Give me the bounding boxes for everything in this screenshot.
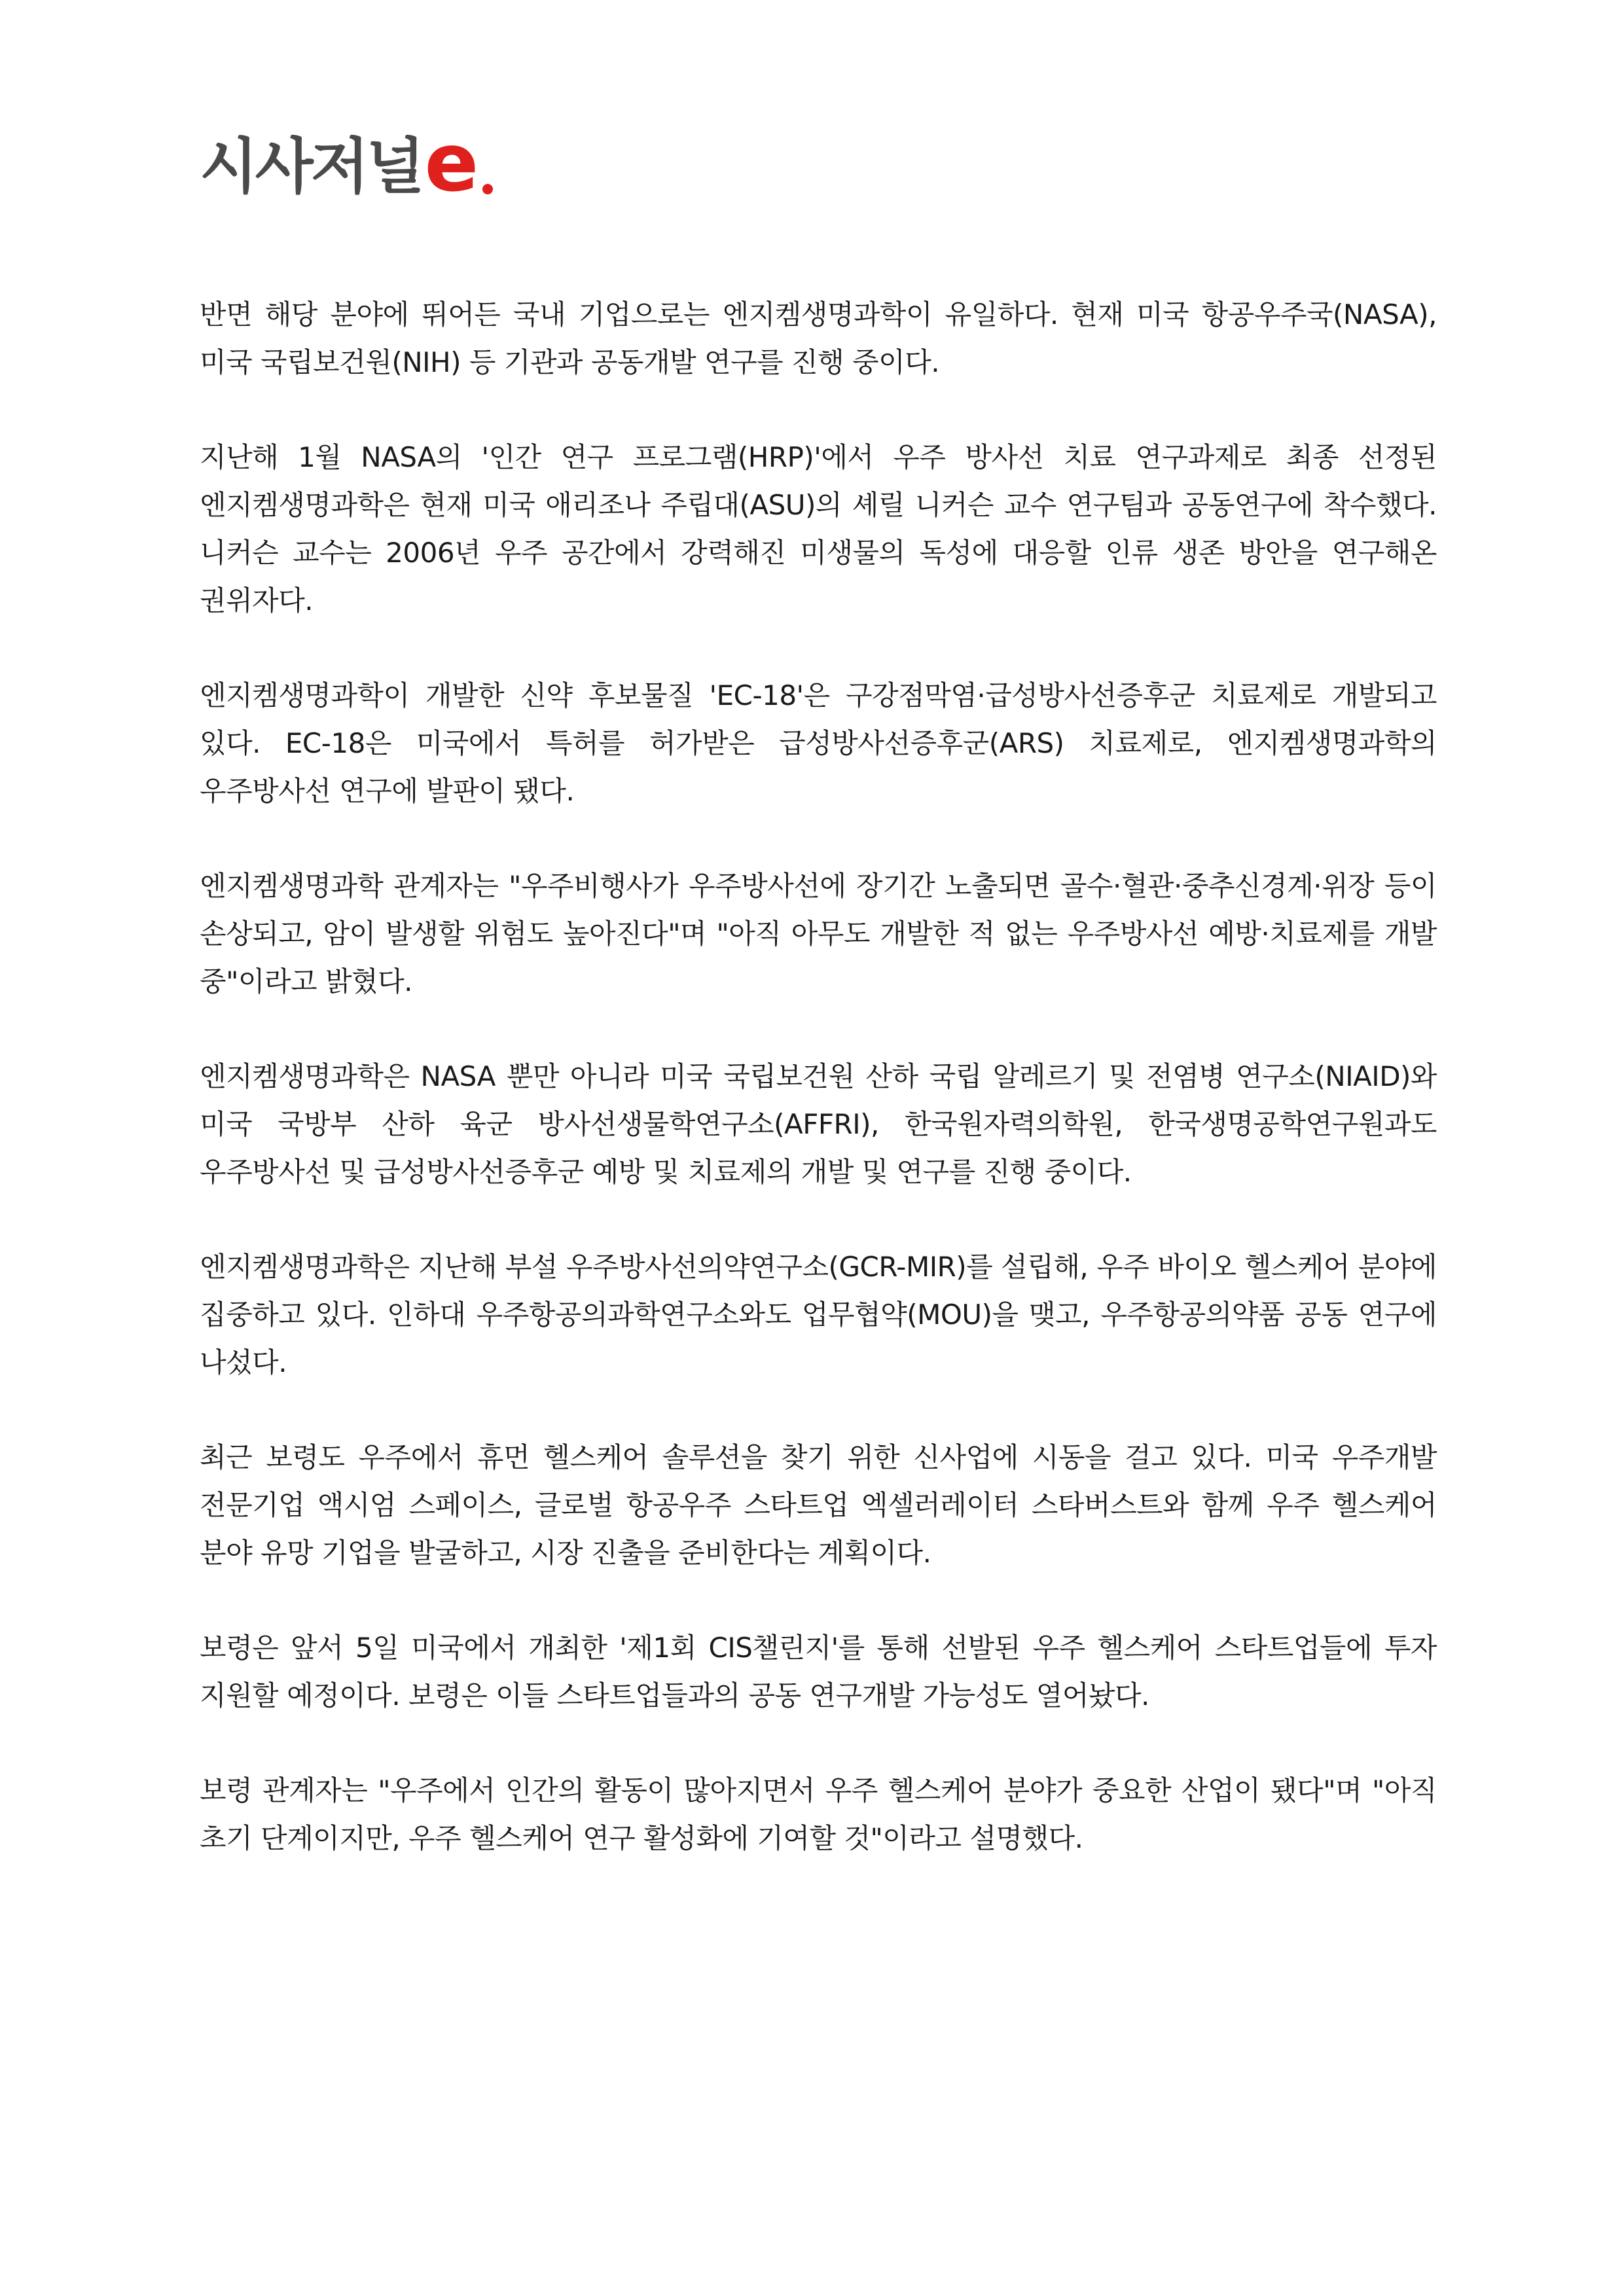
article-paragraph: 엔지켐생명과학은 지난해 부설 우주방사선의약연구소(GCR-MIR)를 설립해, 우주 바이오 헬스케어 분야에 집중하고 있다. 인하대 우주항공의과학연구소와도 업무협약(MOU)을 맺고, 우주항공의약품 공동 연구에 나섰다.	[200, 1251, 1437, 1378]
article-paragraph: 반면 해당 분야에 뛰어든 국내 기업으로는 엔지켐생명과학이 유일하다. 현재 미국 항공우주국(NASA), 미국 국립보건원(NIH) 등 기관과 공동개발 연구를 진행 중이다.	[200, 298, 1437, 378]
article-paragraph: 엔지켐생명과학 관계자는 "우주비행사가 우주방사선에 장기간 노출되면 골수·혈관·중추신경계·위장 등이 손상되고, 암이 발생할 위험도 높아진다"며 "아직 아무도 개발한 적 없는 우주방사선 예방·치료제를 개발 중"이라고 밝혔다.	[200, 870, 1437, 997]
article-paragraph: 보령 관계자는 "우주에서 인간의 활동이 많아지면서 우주 헬스케어 분야가 중요한 산업이 됐다"며 "아직 초기 단계이지만, 우주 헬스케어 연구 활성화에 기여할 것"이라고 설명했다.	[200, 1774, 1437, 1854]
article-paragraph: 엔지켐생명과학이 개발한 신약 후보물질 'EC-18'은 구강점막염·급성방사선증후군 치료제로 개발되고 있다. EC-18은 미국에서 특허를 허가받은 급성방사선증후군(ARS) 치료제로, 엔지켐생명과학의 우주방사선 연구에 발판이 됐다.	[200, 679, 1437, 807]
logo-e-mark: e	[424, 117, 479, 209]
article-paragraph: 엔지켐생명과학은 NASA 뿐만 아니라 미국 국립보건원 산하 국립 알레르기 및 전염병 연구소(NIAID)와 미국 국방부 산하 육군 방사선생물학연구소(AFFRI), 한국원자력의학원, 한국생명공학연구원과도 우주방사선 및 급성방사선증후군 예방 및 치료제의 개발 및 연구를 진행 중이다.	[200, 1060, 1437, 1188]
logo-dot	[482, 184, 493, 194]
logo-wordmark: 시사저널	[200, 132, 422, 202]
article-body	[200, 291, 1437, 1909]
article-paragraph: 최근 보령도 우주에서 휴먼 헬스케어 솔루션을 찾기 위한 신사업에 시동을 걸고 있다. 미국 우주개발 전문기업 액시엄 스페이스, 글로벌 항공우주 스타트업 엑셀러레이터 스타버스트와 함께 우주 헬스케어 분야 유망 기업을 발굴하고, 시장 진출을 준비한다는 계획이다.	[200, 1441, 1437, 1569]
article-paragraph: 지난해 1월 NASA의 '인간 연구 프로그램(HRP)'에서 우주 방사선 치료 연구과제로 최종 선정된 엔지켐생명과학은 현재 미국 애리조나 주립대(ASU)의 셰릴 니커슨 교수 연구팀과 공동연구에 착수했다. 니커슨 교수는 2006년 우주 공간에서 강력해진 미생물의 독성에 대응할 인류 생존 방안을 연구해온 권위자다.	[200, 441, 1437, 617]
site-logo[interactable]	[200, 117, 493, 209]
article-paragraph: 보령은 앞서 5일 미국에서 개최한 '제1회 CIS챌린지'를 통해 선발된 우주 헬스케어 스타트업들에 투자 지원할 예정이다. 보령은 이들 스타트업들과의 공동 연구개발 가능성도 열어놨다.	[200, 1632, 1437, 1712]
